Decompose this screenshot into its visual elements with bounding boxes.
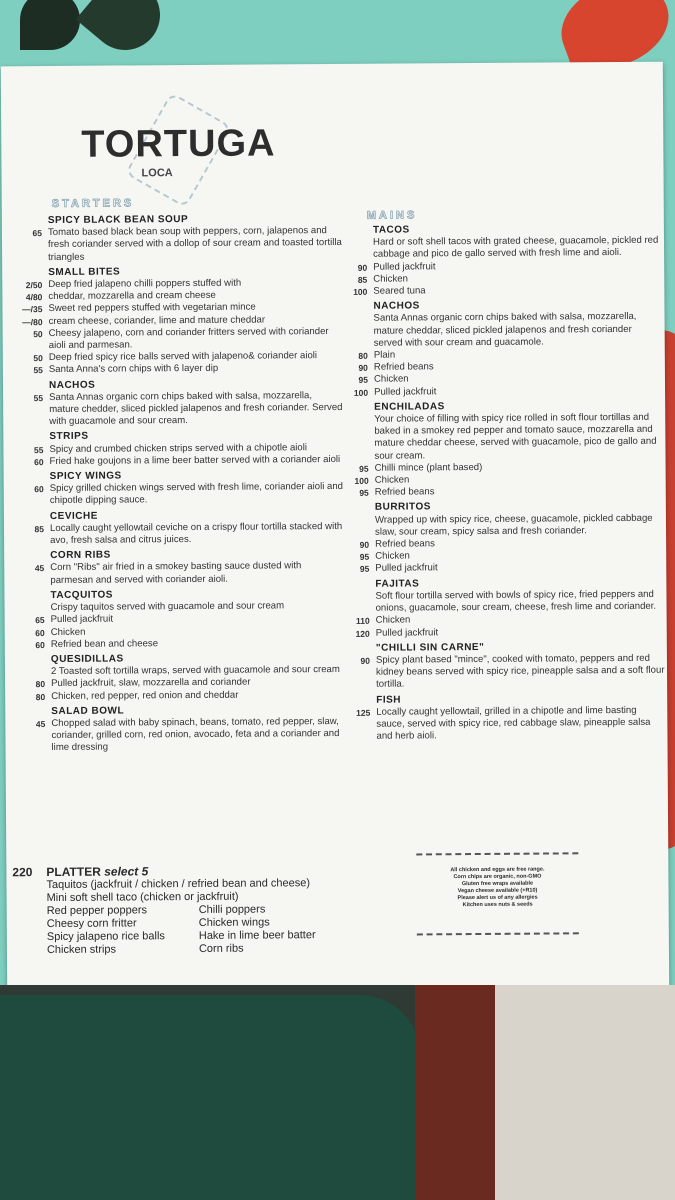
menu-item	[339, 561, 664, 575]
menu-item	[2, 225, 342, 264]
item-price: 95	[359, 463, 369, 474]
item-description: Chicken	[375, 550, 410, 563]
item-price: 45	[35, 718, 46, 730]
menu-heading: TACOS	[372, 224, 410, 236]
menu-heading: FAJITAS	[375, 578, 420, 590]
platter-item: Chicken strips	[46, 943, 117, 957]
item-price: 4/80	[25, 292, 43, 303]
item-description: 2 Toasted soft tortilla wraps, served with guacamole and sour cream	[50, 664, 340, 678]
item-description: Pulled jackfruit	[375, 562, 438, 575]
mains-title: MAINS	[366, 209, 418, 222]
menu-item	[340, 625, 665, 639]
item-description: Spicy grilled chicken wings served with fresh lime, coriander aioli and chipotle dipping sauce.	[49, 481, 344, 507]
starters-column	[2, 210, 346, 755]
item-price: 125	[356, 707, 371, 718]
menu-item	[338, 412, 663, 463]
item-description: Chicken, red pepper, red onion and cheddar	[51, 689, 239, 702]
allergy-notes	[416, 852, 579, 935]
item-price: 100	[353, 387, 369, 398]
item-description: Plain	[373, 349, 396, 361]
item-price: 45	[34, 563, 45, 574]
item-description: Seared tuna	[373, 285, 426, 297]
menu-heading: NACHOS	[48, 379, 96, 391]
menu-item	[338, 384, 663, 398]
platter-item: Chilli poppers	[198, 903, 266, 916]
item-description: Chopped salad with baby spinach, beans, tomato, red pepper, slaw, coriander, grilled corn, red onion, avocado, feta and a coriander and lime dressing	[51, 715, 340, 754]
note-line: Please alert us of any allergies	[457, 894, 538, 902]
menu-item	[5, 716, 345, 755]
item-description: Santa Annas organic corn chips baked with salsa, mozzarella, mature chedder, sliced pickled jalapenos and fresh coriander. Served with guacamole and sour cream.	[49, 390, 343, 428]
item-description: Chicken	[375, 614, 411, 627]
item-price	[5, 602, 51, 615]
item-description: Cheesy jalapeno, corn and coriander fritters served with coriander aioli and parmesan.	[48, 325, 329, 352]
item-description: Pulled jackfruit, slaw, mozzarella and coriander	[51, 676, 251, 690]
menu-page	[1, 62, 669, 993]
item-description: Deep fried jalapeno chilli poppers stuffed with	[48, 277, 242, 291]
item-price	[339, 591, 375, 616]
menu-item	[3, 362, 343, 377]
menu-heading: SPICY WINGS	[49, 470, 122, 483]
item-description: Chicken	[374, 474, 410, 486]
note-line: Gluten free wraps available	[461, 880, 534, 888]
menu-item	[3, 454, 343, 469]
item-price: 85	[34, 523, 45, 534]
item-description: Deep fried spicy rice balls served with jalapeno& coriander aioli	[48, 350, 318, 364]
menu-item	[3, 326, 343, 353]
menu-item	[5, 688, 345, 703]
item-price: 85	[357, 274, 368, 285]
item-price: 100	[353, 286, 368, 297]
item-price: 95	[358, 375, 369, 386]
menu-item	[339, 485, 664, 499]
item-description: Your choice of filling with spicy rice rolled in soft flour tortillas and baked in a smokey red pepper and tomato sauce, mozzarella and mature cheddar cheese, served with guacamole, pico de gallo and sour cream.	[374, 411, 657, 462]
item-price: 95	[359, 552, 370, 563]
item-description: Chicken	[373, 373, 409, 386]
item-description: cheddar, mozzarella and cream cheese	[48, 290, 216, 303]
item-price: 55	[33, 444, 44, 455]
menu-heading: FISH	[376, 694, 402, 706]
item-description: Chicken	[373, 273, 408, 285]
item-price: 50	[33, 328, 43, 339]
item-price	[338, 313, 374, 350]
item-price: 80	[35, 679, 46, 690]
note-line: All chicken and eggs are free range.	[450, 866, 545, 874]
menu-item	[3, 390, 343, 429]
logo-title: TORTUGA	[81, 122, 276, 166]
menu-heading: ENCHILADAS	[374, 401, 445, 413]
menu-item	[337, 235, 662, 262]
item-price	[339, 514, 375, 539]
item-description: Hard or soft shell tacos with grated cheese, guacamole, pickled red cabbage and pico de gallo served with fresh lime and aioli.	[372, 234, 659, 261]
mains-column	[337, 220, 666, 744]
item-price: 100	[354, 475, 369, 486]
item-description: Pulled jackfruit	[374, 385, 437, 398]
starters-title: STARTERS	[51, 197, 135, 210]
platter-item: Hake in lime beer batter	[198, 929, 316, 942]
tiled-floor	[495, 985, 675, 1200]
menu-heading: BURRITOS	[374, 501, 431, 514]
item-price	[5, 666, 51, 679]
menu-heading: TACQUITOS	[50, 589, 113, 601]
platter-title: PLATTER	[46, 864, 101, 880]
item-price: 60	[35, 627, 45, 638]
platter-price: 220	[12, 865, 33, 880]
item-description: Locally caught yellowtail ceviche on a crispy flour tortilla stacked with avo, fresh salsa and citrus juices.	[49, 520, 343, 547]
item-description: cream cheese, coriander, lime and mature cheddar	[48, 314, 266, 327]
item-price: 120	[355, 628, 370, 639]
platter-line: Taquitos (jackfruit / chicken / refried bean and cheese)	[46, 877, 311, 892]
item-description: Chicken	[50, 626, 86, 638]
platter-select: select 5	[104, 864, 149, 879]
item-price: 90	[357, 262, 368, 273]
note-line: Corn chips are organic, non-GMO	[453, 873, 542, 881]
wooden-board	[415, 985, 495, 1200]
item-price: 60	[35, 639, 45, 650]
platter-item: Spicy jalapeno rice balls	[46, 930, 165, 944]
platter-item: Corn ribs	[198, 942, 244, 955]
note-line: Vegan cheese available (+R10)	[457, 887, 538, 895]
menu-item	[4, 481, 344, 508]
item-price: 95	[359, 564, 370, 575]
item-description: Crispy taquitos served with guacamole and sour cream	[50, 600, 285, 614]
menu-item	[340, 653, 665, 692]
platter-item: Red pepper poppers	[46, 904, 148, 918]
item-price: 80	[358, 350, 368, 361]
item-price: 55	[33, 392, 44, 403]
item-description: Pulled jackfruit	[50, 613, 114, 626]
item-description: Soft flour tortilla served with bowls of spicy rice, fried peppers and onions, guacamole, sour cream, cheese, fresh lime and coriander.	[375, 588, 657, 614]
item-price: 90	[360, 655, 370, 666]
platter-section	[12, 864, 353, 957]
item-price: 90	[358, 363, 368, 374]
item-description: Refried beans	[374, 486, 435, 498]
item-price: 90	[359, 539, 370, 550]
item-price: 50	[33, 353, 43, 364]
item-description: Pulled jackfruit	[373, 260, 436, 273]
item-description: Wrapped up with spicy rice, cheese, guacamole, pickled cabbage slaw, sour cream, spicy salsa and fresh coriander.	[374, 512, 653, 538]
menu-heading: NACHOS	[373, 300, 420, 312]
item-description: Spicy plant based "mince", cooked with tomato, peppers and red kidney beans served with spicy rice, pineapple salsa and a soft flour tortilla.	[375, 652, 665, 691]
item-description: Sweet red peppers stuffed with vegetarian mince	[48, 301, 256, 315]
item-description: Tomato based black bean soup with peppers, corn, jalapenos and fresh coriander served with a dollop of sour cream and toasted tortilla triangles	[47, 225, 342, 263]
item-description: Pulled jackfruit	[375, 626, 439, 639]
item-description: Santa Annas organic corn chips baked with salsa, mozzarella, mature cheddar, sliced pickled jalapenos and fresh coriander served with sour cream and guacamole.	[373, 311, 637, 349]
item-price: —/80	[22, 316, 43, 327]
item-price: 2/50	[25, 280, 43, 291]
item-price	[338, 414, 374, 463]
menu-heading: SPICY BLACK BEAN SOUP	[47, 214, 189, 226]
menu-heading: SALAD BOWL	[51, 705, 125, 717]
item-description: Locally caught yellowtail, grilled in a chipotle and lime basting sauce, served with spicy rice, red cabbage slaw, pineapple salsa and herb aioli.	[376, 704, 651, 742]
item-price: 95	[359, 488, 369, 499]
background-leaf	[20, 0, 80, 50]
item-price: —/35	[22, 304, 43, 315]
menu-heading: SMALL BITES	[48, 266, 121, 278]
item-price: 80	[35, 691, 46, 702]
item-price: 65	[32, 228, 42, 239]
platter-grid	[13, 903, 353, 957]
menu-item	[339, 589, 664, 616]
menu-heading: STRIPS	[49, 431, 89, 443]
menu-heading: QUESIDILLAS	[50, 653, 124, 665]
item-price: 60	[34, 484, 44, 495]
item-price	[337, 237, 373, 262]
item-description: Fried hake goujons in a lime beer batter served with a coriander aioli	[49, 453, 341, 467]
item-price: 55	[33, 365, 43, 376]
menu-heading: CEVICHE	[49, 510, 98, 522]
item-description: Corn "Ribs" air fried in a smokey basting sauce dusted with parmesan and served with coriander aioli.	[50, 560, 302, 586]
item-description: Refried bean and cheese	[50, 637, 159, 650]
menu-item	[340, 704, 665, 743]
menu-heading: "CHILLI SIN CARNE"	[375, 641, 485, 654]
item-price: 65	[35, 615, 45, 626]
note-line: Kitchen uses nuts & seeds	[462, 901, 533, 909]
item-price: 110	[355, 616, 370, 627]
platter-item: Chicken wings	[198, 916, 270, 929]
item-description: Refried beans	[373, 361, 434, 373]
item-description: Refried beans	[375, 538, 435, 550]
menu-item	[5, 637, 345, 652]
platter-item: Cheesy corn fritter	[46, 917, 137, 931]
menu-item	[337, 284, 662, 298]
menu-item	[339, 512, 664, 539]
chair-back	[0, 995, 420, 1200]
menu-item	[4, 560, 344, 587]
item-description: Spicy and crumbed chicken strips served with a chipotle aioli	[49, 441, 308, 455]
background-leaf	[76, 0, 175, 64]
platter-line: Mini soft shell taco (chicken or jackfruit)	[46, 890, 239, 905]
logo-subtitle: LOCA	[141, 167, 173, 180]
menu-heading: CORN RIBS	[50, 549, 111, 562]
item-description: Santa Anna's corn chips with 6 layer dip	[48, 363, 219, 376]
menu-item	[4, 521, 344, 548]
item-price: 60	[34, 456, 44, 467]
menu-item	[338, 311, 663, 350]
item-description: Chilli mince (plant based)	[374, 461, 483, 474]
